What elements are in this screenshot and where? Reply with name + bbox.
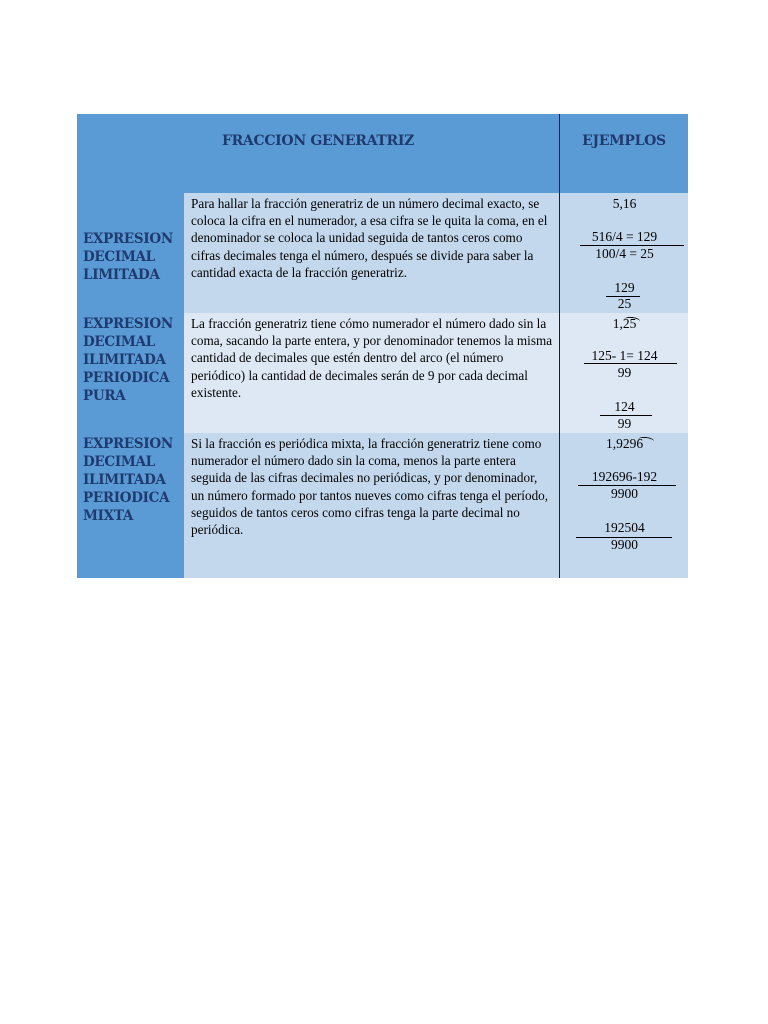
example-result-numerator: 124 (614, 399, 635, 414)
fraction-bar (584, 363, 677, 364)
example-number: 1,9296 (605, 436, 644, 451)
example-step-denominator: 100/4 = 25 (595, 246, 654, 261)
row-example-mixta (559, 433, 688, 578)
label-line: ILIMITADA (83, 472, 166, 488)
row-label-mixta (77, 433, 184, 578)
row-label-limitada (77, 193, 184, 313)
row-label-text (83, 435, 173, 525)
header-examples-cell (559, 114, 688, 193)
row-description-limitada (184, 193, 559, 313)
example-step-numerator: 516/4 = 129 (591, 229, 658, 244)
example-result-numerator: 129 (614, 280, 635, 295)
example-step-denominator: 99 (617, 365, 632, 380)
example-result-denominator: 25 (617, 296, 632, 311)
header-examples: EJEMPLOS (582, 133, 666, 149)
row-example-limitada (559, 193, 688, 313)
example-step-denominator: 9900 (611, 486, 638, 501)
label-line: PERIODICA (83, 490, 170, 506)
label-line: EXPRESION (83, 316, 173, 332)
description-text: Si la fracción es periódica mixta, la fracción generatriz tiene como numerador el número dado sin la coma, menos la parte entera seguida de las cifras decimales no periódicas, y por denominador, un número formado por tantos nueves como cifras tenga el período, seguidos de tantos ceros como cifras tenga la parte decimal no periódica. (191, 436, 549, 538)
row-label-text (83, 230, 173, 284)
row-description-mixta (184, 433, 559, 578)
row-label-text (83, 315, 173, 405)
example-number: 5,16 (612, 196, 637, 211)
generatrix-table (77, 114, 688, 578)
row-description-pura (184, 313, 559, 433)
label-line: EXPRESION (83, 436, 173, 452)
example-step-numerator: 192696-192 (591, 469, 658, 484)
label-line: EXPRESION (83, 231, 173, 247)
label-line: DECIMAL (83, 249, 155, 265)
row-label-pura (77, 313, 184, 433)
example-number: 1,25 (612, 316, 637, 331)
example-result-denominator: 9900 (611, 537, 638, 552)
label-line: MIXTA (83, 508, 134, 524)
example-step-numerator: 125- 1= 124 (591, 348, 658, 363)
description-text: Para hallar la fracción generatriz de un número decimal exacto, se coloca la cifra en el numerador, a esa cifra se le quita la coma, en el denominador se coloca la unidad seguida de tantos ceros como cifras decimales tenga el número, después se divide para saber la cantidad exacta de la fracción generatriz. (191, 196, 548, 280)
header-title-cell (77, 114, 559, 193)
label-line: DECIMAL (83, 334, 155, 350)
label-line: PURA (83, 388, 126, 404)
example-result-denominator: 99 (617, 416, 632, 431)
example-result-numerator: 192504 (604, 520, 645, 535)
description-text: La fracción generatriz tiene cómo numerador el número dado sin la coma, sacando la parte entera, y por denominador tenemos la misma cantidad de decimales que estén dentro del arco (el número periódico) la cantidad de decimales serán de 9 por cada decimal existente. (191, 316, 553, 400)
label-line: LIMITADA (83, 267, 160, 283)
label-line: DECIMAL (83, 454, 155, 470)
header-title: FRACCION GENERATRIZ (221, 133, 415, 149)
row-example-pura (559, 313, 688, 433)
label-line: ILIMITADA (83, 352, 166, 368)
label-line: PERIODICA (83, 370, 170, 386)
